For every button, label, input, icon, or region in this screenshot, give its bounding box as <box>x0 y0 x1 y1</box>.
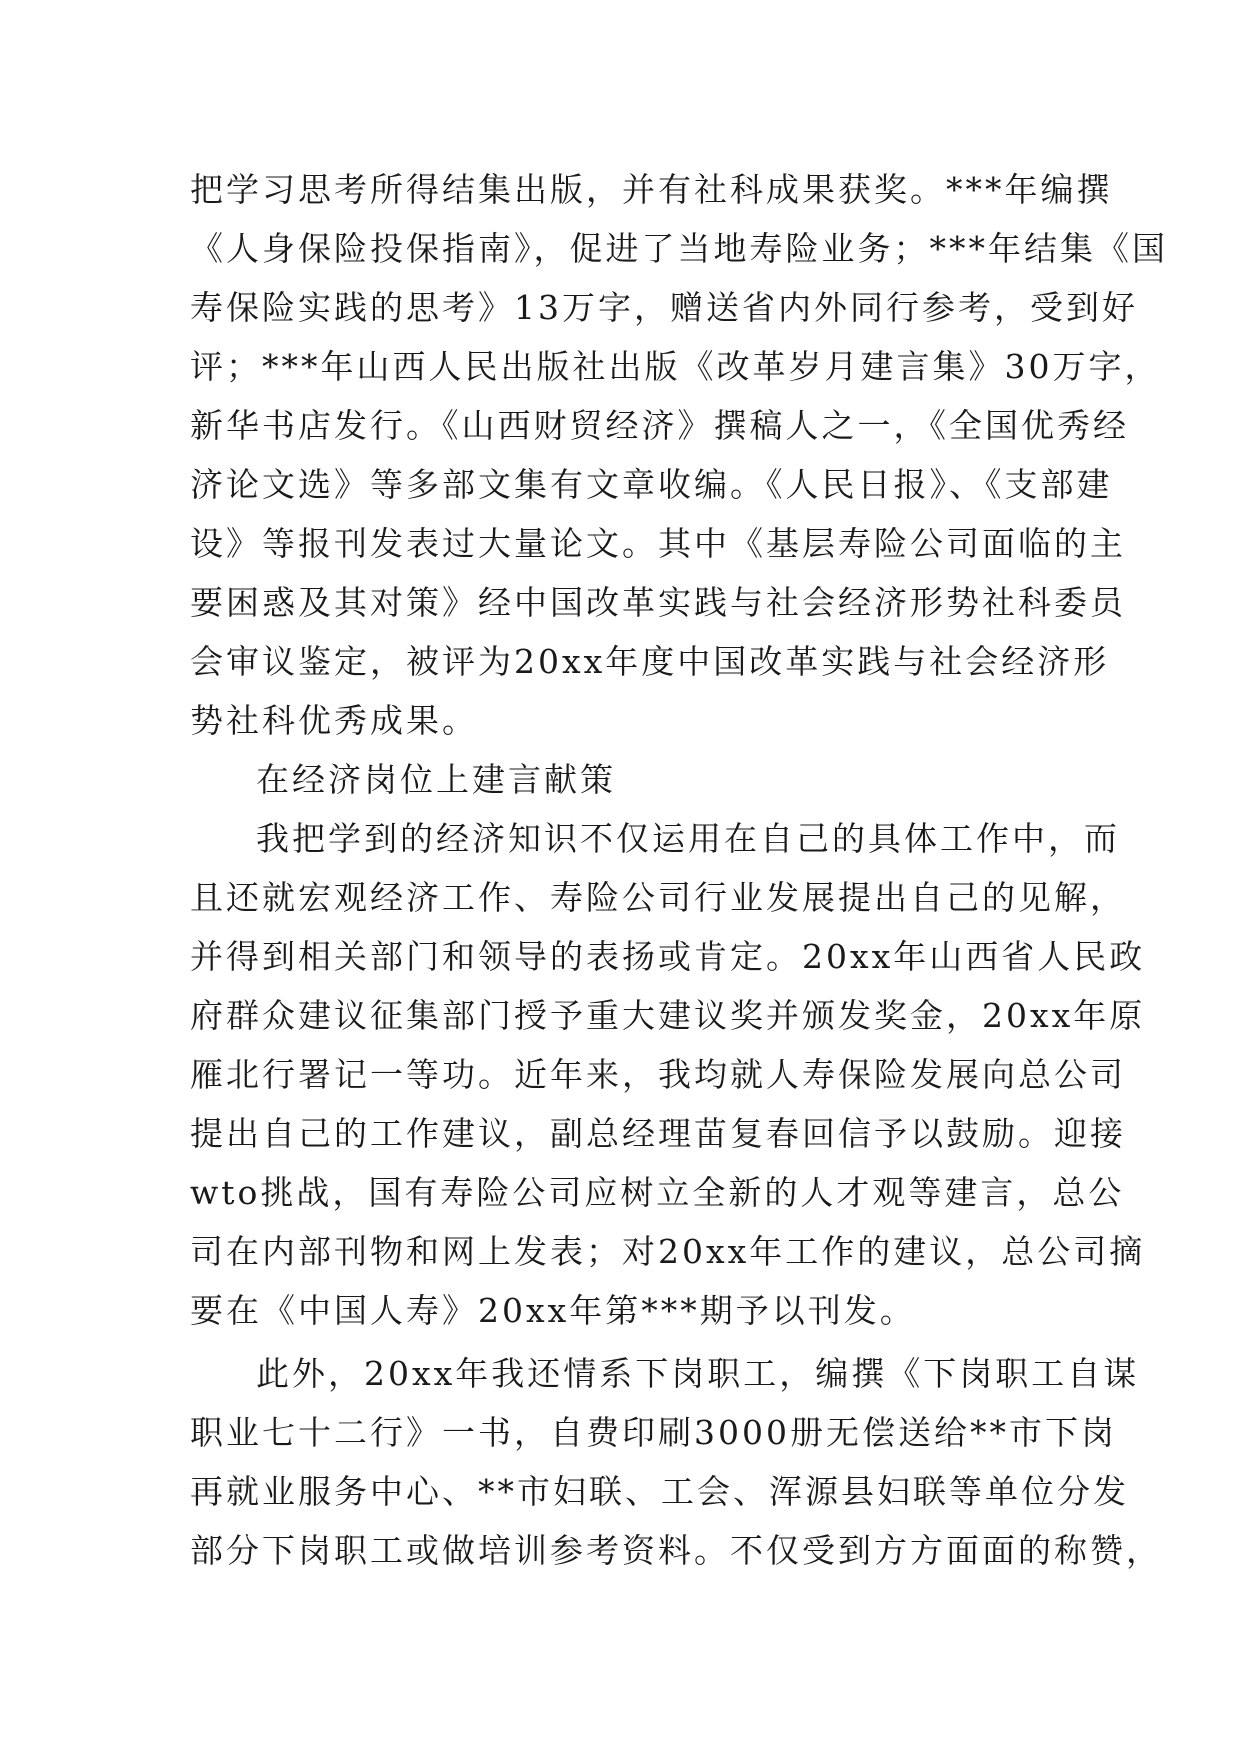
text-line: 《人身保险投保指南》，促进了当地寿险业务；***年结集《国 <box>190 229 1168 268</box>
text-line: 此外，20xx年我还情系下岗职工，编撰《下岗职工自谋 <box>256 1354 1140 1393</box>
text-line: 把学习思考所得结集出版，并有社科成果获奖。***年编撰 <box>190 170 1113 209</box>
text-line: 要困惑及其对策》经中国改革实践与社会经济形势社科委员 <box>190 583 1126 622</box>
text-line: 且还就宏观经济工作、寿险公司行业发展提出自己的见解， <box>190 878 1126 917</box>
text-line: 寿保险实践的思考》13万字，赠送省内外同行参考，受到好 <box>190 288 1138 327</box>
text-line: 我把学到的经济知识不仅运用在自己的具体工作中，而 <box>256 819 1120 858</box>
text-line: 职业七十二行》一书，自费印刷3000册无偿送给**市下岗 <box>190 1413 1117 1452</box>
text-line: 再就业服务中心、**市妇联、工会、浑源县妇联等单位分发 <box>190 1472 1129 1511</box>
text-line: 势社科优秀成果。 <box>190 701 478 740</box>
body-text <box>190 160 1168 1580</box>
text-line: 设》等报刊发表过大量论文。其中《基层寿险公司面临的主 <box>190 524 1126 563</box>
text-line: 并得到相关部门和领导的表扬或肯定。20xx年山西省人民政 <box>190 937 1146 976</box>
section-heading: 在经济岗位上建言献策 <box>256 760 616 799</box>
text-line: 府群众建议征集部门授予重大建议奖并颁发奖金，20xx年原 <box>190 996 1146 1035</box>
text-line: 评；***年山西人民出版社出版《改革岁月建言集》30万字， <box>190 347 1161 386</box>
text-line: 部分下岗职工或做培训参考资料。不仅受到方方面面的称赞， <box>190 1531 1162 1570</box>
text-line: 雁北行署记一等功。近年来，我均就人寿保险发展向总公司 <box>190 1055 1126 1094</box>
text-line: 提出自己的工作建议，副总经理苗复春回信予以鼓励。迎接 <box>190 1114 1126 1153</box>
text-line: 新华书店发行。《山西财贸经济》撰稿人之一，《全国优秀经 <box>190 406 1129 445</box>
text-line: 要在《中国人寿》20xx年第***期予以刊发。 <box>190 1291 916 1330</box>
text-line: wto挑战，国有寿险公司应树立全新的人才观等建言，总公 <box>190 1173 1125 1212</box>
text-line: 济论文选》等多部文集有文章收编。《人民日报》、《支部建 <box>190 465 1113 504</box>
text-line: 会审议鉴定，被评为20xx年度中国改革实践与社会经济形 <box>190 642 1110 681</box>
text-line: 司在内部刊物和网上发表；对20xx年工作的建议，总公司摘 <box>190 1232 1146 1271</box>
